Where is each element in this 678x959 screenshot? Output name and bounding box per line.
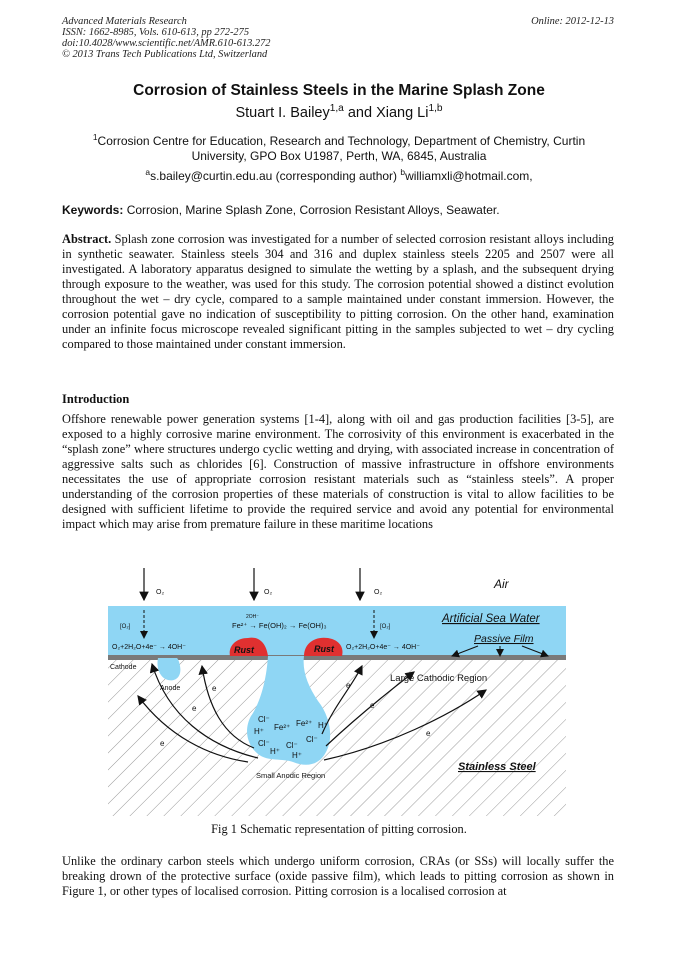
electron-label: e (160, 739, 165, 748)
passive-film-label: Passive Film (474, 633, 534, 645)
anode-label: Anode (160, 685, 181, 692)
doi-line[interactable]: doi:10.4028/www.scientific.net/AMR.610-613.272 (62, 38, 271, 49)
chloride-ion: Cl⁻ (258, 715, 270, 724)
pitting-corrosion-figure (108, 566, 566, 816)
hydrogen-ion: H⁺ (254, 727, 264, 736)
small-anodic-label: Small Anodic Region (256, 771, 326, 780)
paper-title: Corrosion of Stainless Steels in the Marine Splash Zone (133, 82, 545, 99)
author-joiner: and (343, 104, 377, 121)
email-b[interactable]: williamxli@hotmail.com, (405, 169, 533, 183)
author-name: Xiang Li (376, 104, 429, 121)
o2-label: O₂ (374, 589, 383, 596)
author-name: Stuart I. Bailey (235, 104, 330, 121)
electron-label: e (212, 684, 217, 693)
rust-label: Rust (234, 645, 254, 655)
electron-label: e (370, 701, 375, 710)
rust-label: Rust (314, 644, 334, 654)
electron-label: e (426, 729, 431, 738)
o2-label: O₂ (156, 589, 165, 596)
author-line (0, 103, 678, 121)
o2-bracket-label: [O₂] (120, 624, 131, 630)
abstract (62, 232, 614, 352)
electron-label: e (192, 704, 197, 713)
cathodic-reaction: O₂+2H₂O+4e⁻ → 4OH⁻ (346, 644, 420, 651)
keywords (62, 203, 500, 217)
stainless-steel-label: Stainless Steel (458, 761, 536, 773)
hydroxide-label: 2OH⁻ (246, 614, 259, 620)
steel-region (108, 659, 566, 816)
hydrogen-ion: H⁺ (318, 721, 328, 730)
author-superscript: 1,b (428, 103, 443, 114)
hydrogen-ion: H⁺ (270, 747, 280, 756)
cathodic-reaction: O₂+2H₂O+4e⁻ → 4OH⁻ (112, 644, 186, 651)
email-line (0, 167, 678, 183)
abstract-text: Splash zone corrosion was investigated for a number of selected corrosion resistant alloys including in synthetic seawater. Stainless steels 304 and 316 and duplex stainless steels 2205 and 2507 were all investigated. A laboratory apparatus designed to simulate the wetting by a splash, and the subsequent drying through exposure to the weather, was used for this study. The corrosion potential showed a distinct evolution throughout the wet – dry cycle, compared to a sample maintained under constant immersion. However, the corrosion potential gave no indication of susceptibility to pitting corrosion. On the other hand, examination under an infinite focus microscope revealed significant pitting in the samples subjected to wet – dry cycling compared to those maintained under constant immersion. (62, 232, 614, 351)
section-heading: Introduction (62, 392, 130, 406)
journal-name: Advanced Materials Research (62, 16, 187, 27)
affiliation (70, 130, 608, 164)
iron-reaction: Fe²⁺ → Fe(OH)₂ → Fe(OH)₃ (232, 621, 327, 630)
o2-bracket-label: [O₂] (380, 624, 391, 630)
abstract-label: Abstract. (62, 232, 112, 246)
chloride-ion: Cl⁻ (258, 739, 270, 748)
journal-header (62, 16, 270, 60)
air-label: Air (494, 577, 509, 591)
email-superscript: a (145, 167, 151, 177)
author-superscript: 1,a (329, 103, 344, 114)
hydrogen-ion: H⁺ (292, 751, 302, 760)
o2-label: O₂ (264, 589, 273, 596)
email-superscript: b (400, 167, 406, 177)
keywords-text: Corrosion, Marine Splash Zone, Corrosion Resistant Alloys, Seawater. (123, 203, 500, 217)
body-paragraph: Unlike the ordinary carbon steels which undergo uniform corrosion, CRAs (or SSs) will locally suffer the breaking drown of the protective surface (oxide passive film), which leads to pitting corrosion as shown in Figure 1, or other types of localised corrosion. Pitting corrosion is a localised corrosion at (62, 854, 614, 898)
copyright-line: © 2013 Trans Tech Publications Ltd, Switzerland (62, 49, 268, 60)
iron-ion: Fe²⁺ (274, 723, 291, 732)
issn-line: ISSN: 1662-8985, Vols. 610-613, pp 272-275 (62, 27, 250, 38)
iron-ion: Fe²⁺ (296, 719, 313, 728)
figure-caption: Fig 1 Schematic representation of pitting corrosion. (211, 822, 467, 836)
keywords-label: Keywords: (62, 203, 124, 217)
chloride-ion: Cl⁻ (306, 735, 318, 744)
introduction-paragraph: Offshore renewable power generation systems [1-4], along with oil and gas production facilities [3-5], are exposed to a highly corrosive marine environment. The corrosivity of this environment is exacerbated in the “splash zone” where structures undergo cyclic wetting and drying, with associated increase in concentration of aggressive salts such as chlorides [6]. Construction of massive infrastructure in offshore environments necessitates the use of appropriate corrosion resistant materials such as “stainless steels”. A proper understanding of the corrosion properties of these materials of construction is vital to allow facilities to be designed with sufficient lifetime to provide the required service and avoid any potential for environmental impact which may arise from premature failure in these maritime locations (62, 412, 614, 531)
cathode-label: Cathode (110, 664, 137, 671)
large-cathodic-label: Large Cathodic Region (390, 673, 488, 684)
affiliation-text: Corrosion Centre for Education, Research and Technology, Department of Chemistry, Curtin University, GPO Box U1987, Perth, WA, 6845, Australia (97, 134, 586, 163)
online-date: Online: 2012-12-13 (531, 16, 614, 27)
seawater-label: Artificial Sea Water (442, 613, 540, 625)
affiliation-superscript: 1 (92, 132, 98, 142)
chloride-ion: Cl⁻ (286, 741, 298, 750)
electron-label: e (346, 681, 351, 690)
email-a[interactable]: s.bailey@curtin.edu.au (corresponding author) (150, 169, 401, 183)
